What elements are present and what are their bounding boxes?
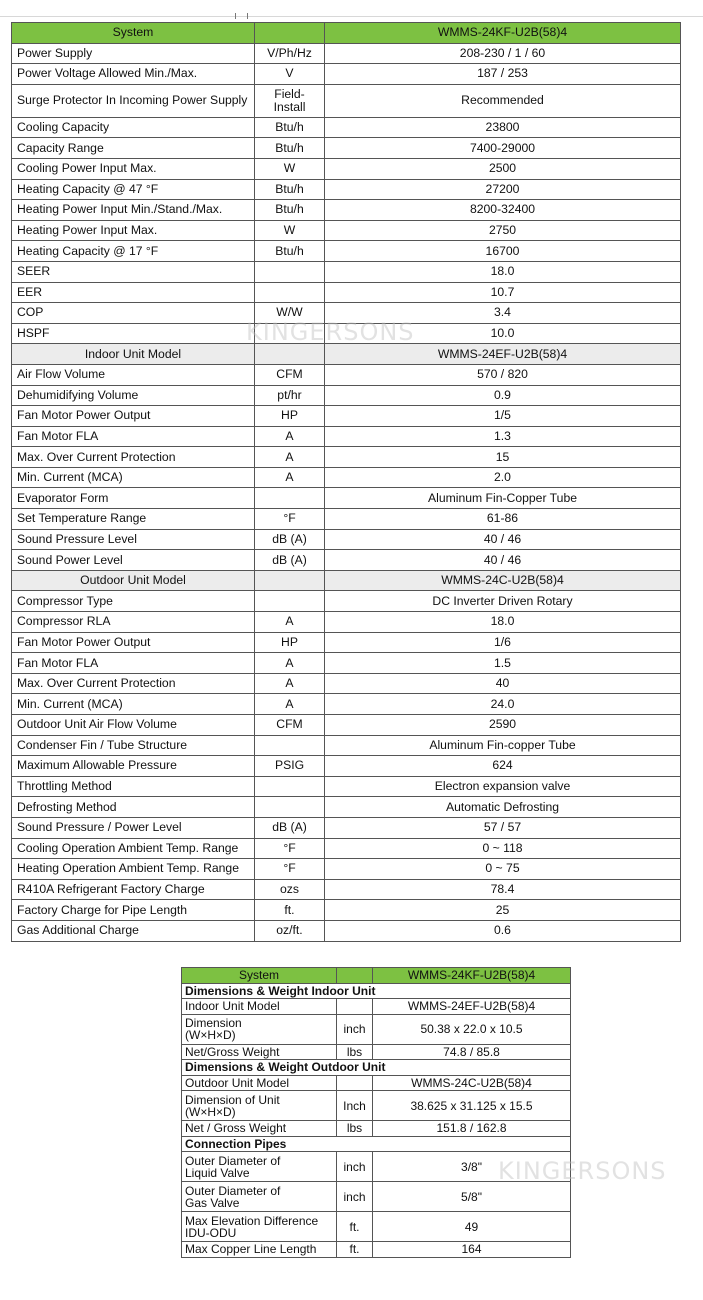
dimension-unit: Inch (337, 1091, 373, 1121)
spec-label: COP (12, 303, 255, 324)
spec-value: 208-230 / 1 / 60 (325, 43, 681, 64)
section-title: Connection Pipes (182, 1136, 571, 1152)
spec-unit: ft. (255, 900, 325, 921)
table-row (12, 776, 681, 797)
dimension-value: WMMS-24EF-U2B(58)4 (373, 999, 571, 1015)
spec-unit: Btu/h (255, 179, 325, 200)
section-title-row (182, 983, 571, 999)
table-row (12, 488, 681, 509)
section-header-label: Indoor Unit Model (12, 344, 255, 365)
spec-value: 25 (325, 900, 681, 921)
spec-label: Gas Additional Charge (12, 920, 255, 941)
spec-label: Outdoor Unit Air Flow Volume (12, 715, 255, 736)
spec-unit: °F (255, 859, 325, 880)
dimension-label: Dimension of Unit (W×H×D) (182, 1091, 337, 1121)
table-row (12, 591, 681, 612)
section-title: Dimensions & Weight Indoor Unit (182, 983, 571, 999)
table-row (12, 467, 681, 488)
spec-unit: W (255, 220, 325, 241)
table-row (12, 426, 681, 447)
table-row (12, 220, 681, 241)
spec-unit (255, 735, 325, 756)
dimension-label: Outer Diameter of Liquid Valve (182, 1152, 337, 1182)
table-row (182, 1182, 571, 1212)
section-header-unit (255, 570, 325, 591)
spec-unit: °F (255, 509, 325, 530)
spec-label: SEER (12, 261, 255, 282)
spec-label: Power Voltage Allowed Min./Max. (12, 64, 255, 85)
spec-value: 2500 (325, 158, 681, 179)
spec-value: 40 / 46 (325, 550, 681, 571)
dimension-label: Max Elevation Difference IDU-ODU (182, 1212, 337, 1242)
spec-label: Heating Power Input Max. (12, 220, 255, 241)
table-row (12, 879, 681, 900)
main-spec-table (11, 22, 681, 942)
spec-unit: dB (A) (255, 817, 325, 838)
spec-value: Aluminum Fin-copper Tube (325, 735, 681, 756)
spec-value: 27200 (325, 179, 681, 200)
spec-value: 0 ~ 118 (325, 838, 681, 859)
dimension-unit: ft. (337, 1212, 373, 1242)
spec-value: 2.0 (325, 467, 681, 488)
spec-unit (255, 282, 325, 303)
spec-value: 10.0 (325, 323, 681, 344)
spec-label: Maximum Allowable Pressure (12, 756, 255, 777)
section-header-row (12, 23, 681, 44)
section-title: Dimensions & Weight Outdoor Unit (182, 1060, 571, 1076)
dimension-unit: inch (337, 1182, 373, 1212)
spec-unit: Btu/h (255, 241, 325, 262)
table-row (12, 797, 681, 818)
table-row (12, 632, 681, 653)
spec-label: Factory Charge for Pipe Length (12, 900, 255, 921)
spec-value: 16700 (325, 241, 681, 262)
spec-value: Recommended (325, 84, 681, 117)
table-row (12, 509, 681, 530)
dimension-unit: inch (337, 1152, 373, 1182)
spec-label: Sound Pressure Level (12, 529, 255, 550)
spec-label: Condenser Fin / Tube Structure (12, 735, 255, 756)
spec-unit: A (255, 694, 325, 715)
table-row (12, 612, 681, 633)
table-row (12, 447, 681, 468)
spec-value: DC Inverter Driven Rotary (325, 591, 681, 612)
spec-unit: A (255, 612, 325, 633)
spec-label: Evaporator Form (12, 488, 255, 509)
spec-value: 24.0 (325, 694, 681, 715)
spec-value: 1.5 (325, 653, 681, 674)
watermark: KINGERSONS (498, 1157, 667, 1185)
spec-unit (255, 591, 325, 612)
dimension-value: WMMS-24KF-U2B(58)4 (373, 968, 571, 984)
spec-value: 570 / 820 (325, 364, 681, 385)
dimension-unit: inch (337, 1014, 373, 1044)
spec-unit: Btu/h (255, 200, 325, 221)
spec-label: Fan Motor FLA (12, 653, 255, 674)
spec-unit: HP (255, 632, 325, 653)
spec-value: 3.4 (325, 303, 681, 324)
dimension-unit (337, 999, 373, 1015)
section-header-unit (255, 344, 325, 365)
spec-unit: PSIG (255, 756, 325, 777)
spec-unit: Btu/h (255, 138, 325, 159)
top-tick-mark (235, 13, 236, 19)
table-row (182, 1212, 571, 1242)
section-header-model: WMMS-24EF-U2B(58)4 (325, 344, 681, 365)
section-title-row (182, 1136, 571, 1152)
spec-unit: Field- Install (255, 84, 325, 117)
spec-value: 18.0 (325, 261, 681, 282)
table-row (12, 859, 681, 880)
spec-unit: W (255, 158, 325, 179)
spec-unit (255, 261, 325, 282)
spec-label: Fan Motor Power Output (12, 406, 255, 427)
table-row (12, 838, 681, 859)
table-row (12, 64, 681, 85)
dimension-unit (337, 1075, 373, 1091)
dimension-unit: lbs (337, 1121, 373, 1137)
table-row (12, 385, 681, 406)
spec-value: 57 / 57 (325, 817, 681, 838)
spec-value: 624 (325, 756, 681, 777)
dimension-unit (337, 968, 373, 984)
spec-value: 0 ~ 75 (325, 859, 681, 880)
dimension-value: 38.625 x 31.125 x 15.5 (373, 1091, 571, 1121)
dimension-label: Max Copper Line Length (182, 1242, 337, 1258)
table-row (182, 1121, 571, 1137)
table-row (12, 241, 681, 262)
spec-label: Cooling Power Input Max. (12, 158, 255, 179)
dimension-unit: ft. (337, 1242, 373, 1258)
top-tick-mark (247, 13, 248, 19)
dimension-value: 74.8 / 85.8 (373, 1044, 571, 1060)
spec-label: Surge Protector In Incoming Power Supply (12, 84, 255, 117)
spec-unit: V (255, 64, 325, 85)
spec-unit: dB (A) (255, 550, 325, 571)
spec-value: 78.4 (325, 879, 681, 900)
watermark: KINGERSONS (246, 318, 415, 346)
spec-unit (255, 776, 325, 797)
spec-label: Power Supply (12, 43, 255, 64)
dimension-label: System (182, 968, 337, 984)
dimension-value: 49 (373, 1212, 571, 1242)
table-row (182, 1044, 571, 1060)
table-row (182, 1075, 571, 1091)
spec-value: 1/5 (325, 406, 681, 427)
spec-unit: HP (255, 406, 325, 427)
section-header-model: WMMS-24C-U2B(58)4 (325, 570, 681, 591)
spec-value: 1/6 (325, 632, 681, 653)
table-row (12, 84, 681, 117)
table-row (12, 406, 681, 427)
spec-label: EER (12, 282, 255, 303)
spec-unit (255, 488, 325, 509)
table-row (12, 817, 681, 838)
spec-label: Max. Over Current Protection (12, 673, 255, 694)
spec-label: Capacity Range (12, 138, 255, 159)
spec-label: Air Flow Volume (12, 364, 255, 385)
spec-label: R410A Refrigerant Factory Charge (12, 879, 255, 900)
spec-value: 40 / 46 (325, 529, 681, 550)
spec-value: 18.0 (325, 612, 681, 633)
spec-label: Compressor Type (12, 591, 255, 612)
spec-unit: °F (255, 838, 325, 859)
table-row (12, 673, 681, 694)
spec-unit: A (255, 467, 325, 488)
spec-value: 187 / 253 (325, 64, 681, 85)
table-row (12, 261, 681, 282)
table-row (12, 550, 681, 571)
spec-unit: Btu/h (255, 117, 325, 138)
spec-label: Fan Motor Power Output (12, 632, 255, 653)
dimension-value: 3/8" (373, 1152, 571, 1182)
table-row (12, 653, 681, 674)
table-row (12, 364, 681, 385)
spec-unit: V/Ph/Hz (255, 43, 325, 64)
spec-label: Min. Current (MCA) (12, 467, 255, 488)
table-row (12, 43, 681, 64)
spec-value: 1.3 (325, 426, 681, 447)
section-header-row (12, 570, 681, 591)
table-row (12, 117, 681, 138)
table-row (12, 138, 681, 159)
spec-label: Heating Capacity @ 17 °F (12, 241, 255, 262)
spec-unit: pt/hr (255, 385, 325, 406)
table-row (12, 282, 681, 303)
table-row (182, 999, 571, 1015)
table-row (182, 1014, 571, 1044)
spec-label: Heating Capacity @ 47 °F (12, 179, 255, 200)
spec-unit: dB (A) (255, 529, 325, 550)
dimension-value: 5/8" (373, 1182, 571, 1212)
dimension-value: WMMS-24C-U2B(58)4 (373, 1075, 571, 1091)
spec-label: Sound Power Level (12, 550, 255, 571)
table-row (12, 735, 681, 756)
spec-label: Dehumidifying Volume (12, 385, 255, 406)
spec-value: 7400-29000 (325, 138, 681, 159)
top-divider (0, 16, 703, 17)
spec-unit (255, 797, 325, 818)
spec-value: 61-86 (325, 509, 681, 530)
spec-unit: A (255, 653, 325, 674)
section-header-unit (255, 23, 325, 44)
table-row (182, 1091, 571, 1121)
table-row (12, 179, 681, 200)
spec-label: Cooling Capacity (12, 117, 255, 138)
spec-label: Defrosting Method (12, 797, 255, 818)
spec-label: Heating Power Input Min./Stand./Max. (12, 200, 255, 221)
spec-unit: oz/ft. (255, 920, 325, 941)
spec-value: 23800 (325, 117, 681, 138)
spec-value: 40 (325, 673, 681, 694)
dimension-label: Outdoor Unit Model (182, 1075, 337, 1091)
spec-unit: W/W (255, 303, 325, 324)
section-header-label: System (12, 23, 255, 44)
spec-unit: A (255, 673, 325, 694)
section-header-label: Outdoor Unit Model (12, 570, 255, 591)
table-row (12, 920, 681, 941)
spec-value: 0.9 (325, 385, 681, 406)
spec-value: 0.6 (325, 920, 681, 941)
dimension-label: Net/Gross Weight (182, 1044, 337, 1060)
section-title-row (182, 1060, 571, 1076)
table-row (12, 200, 681, 221)
dimension-label: Net / Gross Weight (182, 1121, 337, 1137)
spec-unit: CFM (255, 364, 325, 385)
dimension-value: 151.8 / 162.8 (373, 1121, 571, 1137)
spec-label: Set Temperature Range (12, 509, 255, 530)
spec-value: 2750 (325, 220, 681, 241)
table-row (12, 715, 681, 736)
table-row (12, 158, 681, 179)
spec-label: Sound Pressure / Power Level (12, 817, 255, 838)
spec-label: Fan Motor FLA (12, 426, 255, 447)
dimensions-spec-table (181, 967, 571, 1258)
dimension-value: 50.38 x 22.0 x 10.5 (373, 1014, 571, 1044)
dimension-label: Outer Diameter of Gas Valve (182, 1182, 337, 1212)
dimension-label: Indoor Unit Model (182, 999, 337, 1015)
spec-label: Compressor RLA (12, 612, 255, 633)
spec-unit: CFM (255, 715, 325, 736)
spec-label: Heating Operation Ambient Temp. Range (12, 859, 255, 880)
header-row (182, 968, 571, 984)
dimension-label: Dimension (W×H×D) (182, 1014, 337, 1044)
spec-label: Max. Over Current Protection (12, 447, 255, 468)
spec-label: Throttling Method (12, 776, 255, 797)
spec-value: 10.7 (325, 282, 681, 303)
table-row (12, 900, 681, 921)
spec-label: Cooling Operation Ambient Temp. Range (12, 838, 255, 859)
spec-unit: A (255, 447, 325, 468)
table-row (182, 1242, 571, 1258)
table-row (12, 529, 681, 550)
spec-value: 2590 (325, 715, 681, 736)
spec-label: HSPF (12, 323, 255, 344)
spec-value: 15 (325, 447, 681, 468)
dimension-value: 164 (373, 1242, 571, 1258)
section-header-model: WMMS-24KF-U2B(58)4 (325, 23, 681, 44)
spec-unit: ozs (255, 879, 325, 900)
table-row (12, 756, 681, 777)
spec-value: Aluminum Fin-Copper Tube (325, 488, 681, 509)
spec-unit: A (255, 426, 325, 447)
spec-value: Electron expansion valve (325, 776, 681, 797)
spec-value: Automatic Defrosting (325, 797, 681, 818)
dimension-unit: lbs (337, 1044, 373, 1060)
spec-value: 8200-32400 (325, 200, 681, 221)
table-row (12, 694, 681, 715)
spec-label: Min. Current (MCA) (12, 694, 255, 715)
section-header-row (12, 344, 681, 365)
